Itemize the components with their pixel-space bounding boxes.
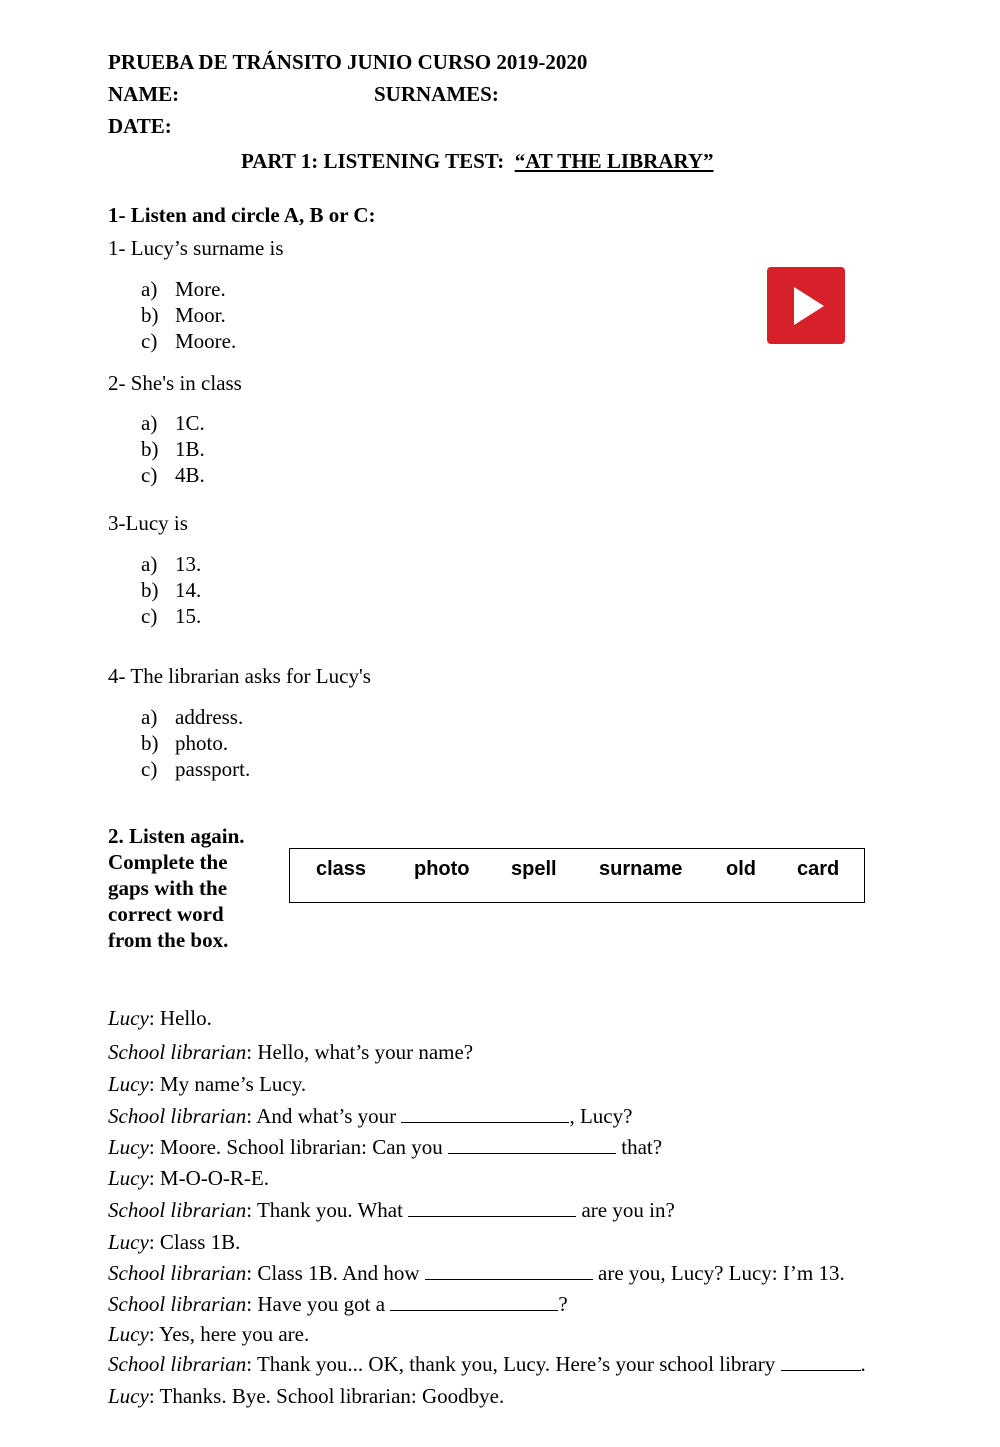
word-box-item: class <box>316 858 367 880</box>
dialogue-line: School librarian: Thank you... OK, thank you, Lucy. Here’s your school library . <box>108 1352 866 1376</box>
word-box <box>289 848 865 903</box>
name-label: NAME: <box>108 82 180 106</box>
option-3b[interactable]: b) 14. <box>141 578 202 602</box>
answer-gap-card[interactable] <box>781 1354 861 1371</box>
part-label: PART 1: LISTENING TEST: <box>241 149 505 173</box>
part-heading <box>241 149 714 174</box>
play-button[interactable] <box>767 267 845 344</box>
option-4b[interactable]: b) photo. <box>141 731 229 755</box>
answer-gap-surname[interactable] <box>401 1106 569 1123</box>
option-4c[interactable]: c) passport. <box>141 757 251 781</box>
play-icon <box>794 287 824 325</box>
dialogue-line: Lucy: Hello. <box>108 1006 212 1030</box>
question-2: 2- She's in class <box>108 371 242 395</box>
word-box-item: old <box>726 858 756 880</box>
dialogue-line: Lucy: Yes, here you are. <box>108 1322 310 1346</box>
answer-gap-spell[interactable] <box>448 1137 616 1154</box>
word-box-item: spell <box>511 858 557 880</box>
answer-gap-photo[interactable] <box>390 1294 558 1311</box>
dialogue-line: Lucy: Thanks. Bye. School librarian: Goodbye. <box>108 1384 505 1408</box>
option-1b[interactable]: b) Moor. <box>141 303 226 327</box>
answer-gap-class[interactable] <box>408 1200 576 1217</box>
question-1: 1- Lucy’s surname is <box>108 236 284 260</box>
dialogue-line: Lucy: Class 1B. <box>108 1230 241 1254</box>
option-2a[interactable]: a) 1C. <box>141 411 205 435</box>
word-box-item: surname <box>599 858 683 880</box>
dialogue-line: School librarian: Hello, what’s your name? <box>108 1040 474 1064</box>
dialogue-line: School librarian: Class 1B. And how are you, Lucy? Lucy: I’m 13. <box>108 1261 845 1285</box>
option-2b[interactable]: b) 1B. <box>141 437 205 461</box>
part-topic: “AT THE LIBRARY” <box>514 149 714 173</box>
question-3: 3-Lucy is <box>108 511 188 535</box>
option-1a[interactable]: a) More. <box>141 277 226 301</box>
dialogue-line: School librarian: And what’s your , Lucy? <box>108 1104 633 1128</box>
dialogue-line: Lucy: M-O-O-R-E. <box>108 1166 269 1190</box>
word-box-item: photo <box>414 858 470 880</box>
dialogue-line: Lucy: Moore. School librarian: Can you that? <box>108 1135 663 1159</box>
dialogue-line: School librarian: Have you got a ? <box>108 1292 568 1316</box>
exercise1-heading: 1- Listen and circle A, B or C: <box>108 203 376 227</box>
question-4: 4- The librarian asks for Lucy's <box>108 664 371 688</box>
option-1c[interactable]: c) Moore. <box>141 329 237 353</box>
exercise2-instruction: 2. Listen again. Complete the gaps with the correct word from the box. <box>108 824 245 952</box>
option-3c[interactable]: c) 15. <box>141 604 202 628</box>
dialogue-line: School librarian: Thank you. What are you in? <box>108 1198 675 1222</box>
page-title: PRUEBA DE TRÁNSITO JUNIO CURSO 2019-2020 <box>108 50 588 74</box>
option-4a[interactable]: a) address. <box>141 705 244 729</box>
dialogue-line: Lucy: My name’s Lucy. <box>108 1072 307 1096</box>
word-box-item: card <box>797 858 840 880</box>
option-3a[interactable]: a) 13. <box>141 552 202 576</box>
answer-gap-old[interactable] <box>425 1263 593 1280</box>
option-2c[interactable]: c) 4B. <box>141 463 205 487</box>
surnames-label: SURNAMES: <box>374 82 499 106</box>
date-label: DATE: <box>108 114 172 138</box>
